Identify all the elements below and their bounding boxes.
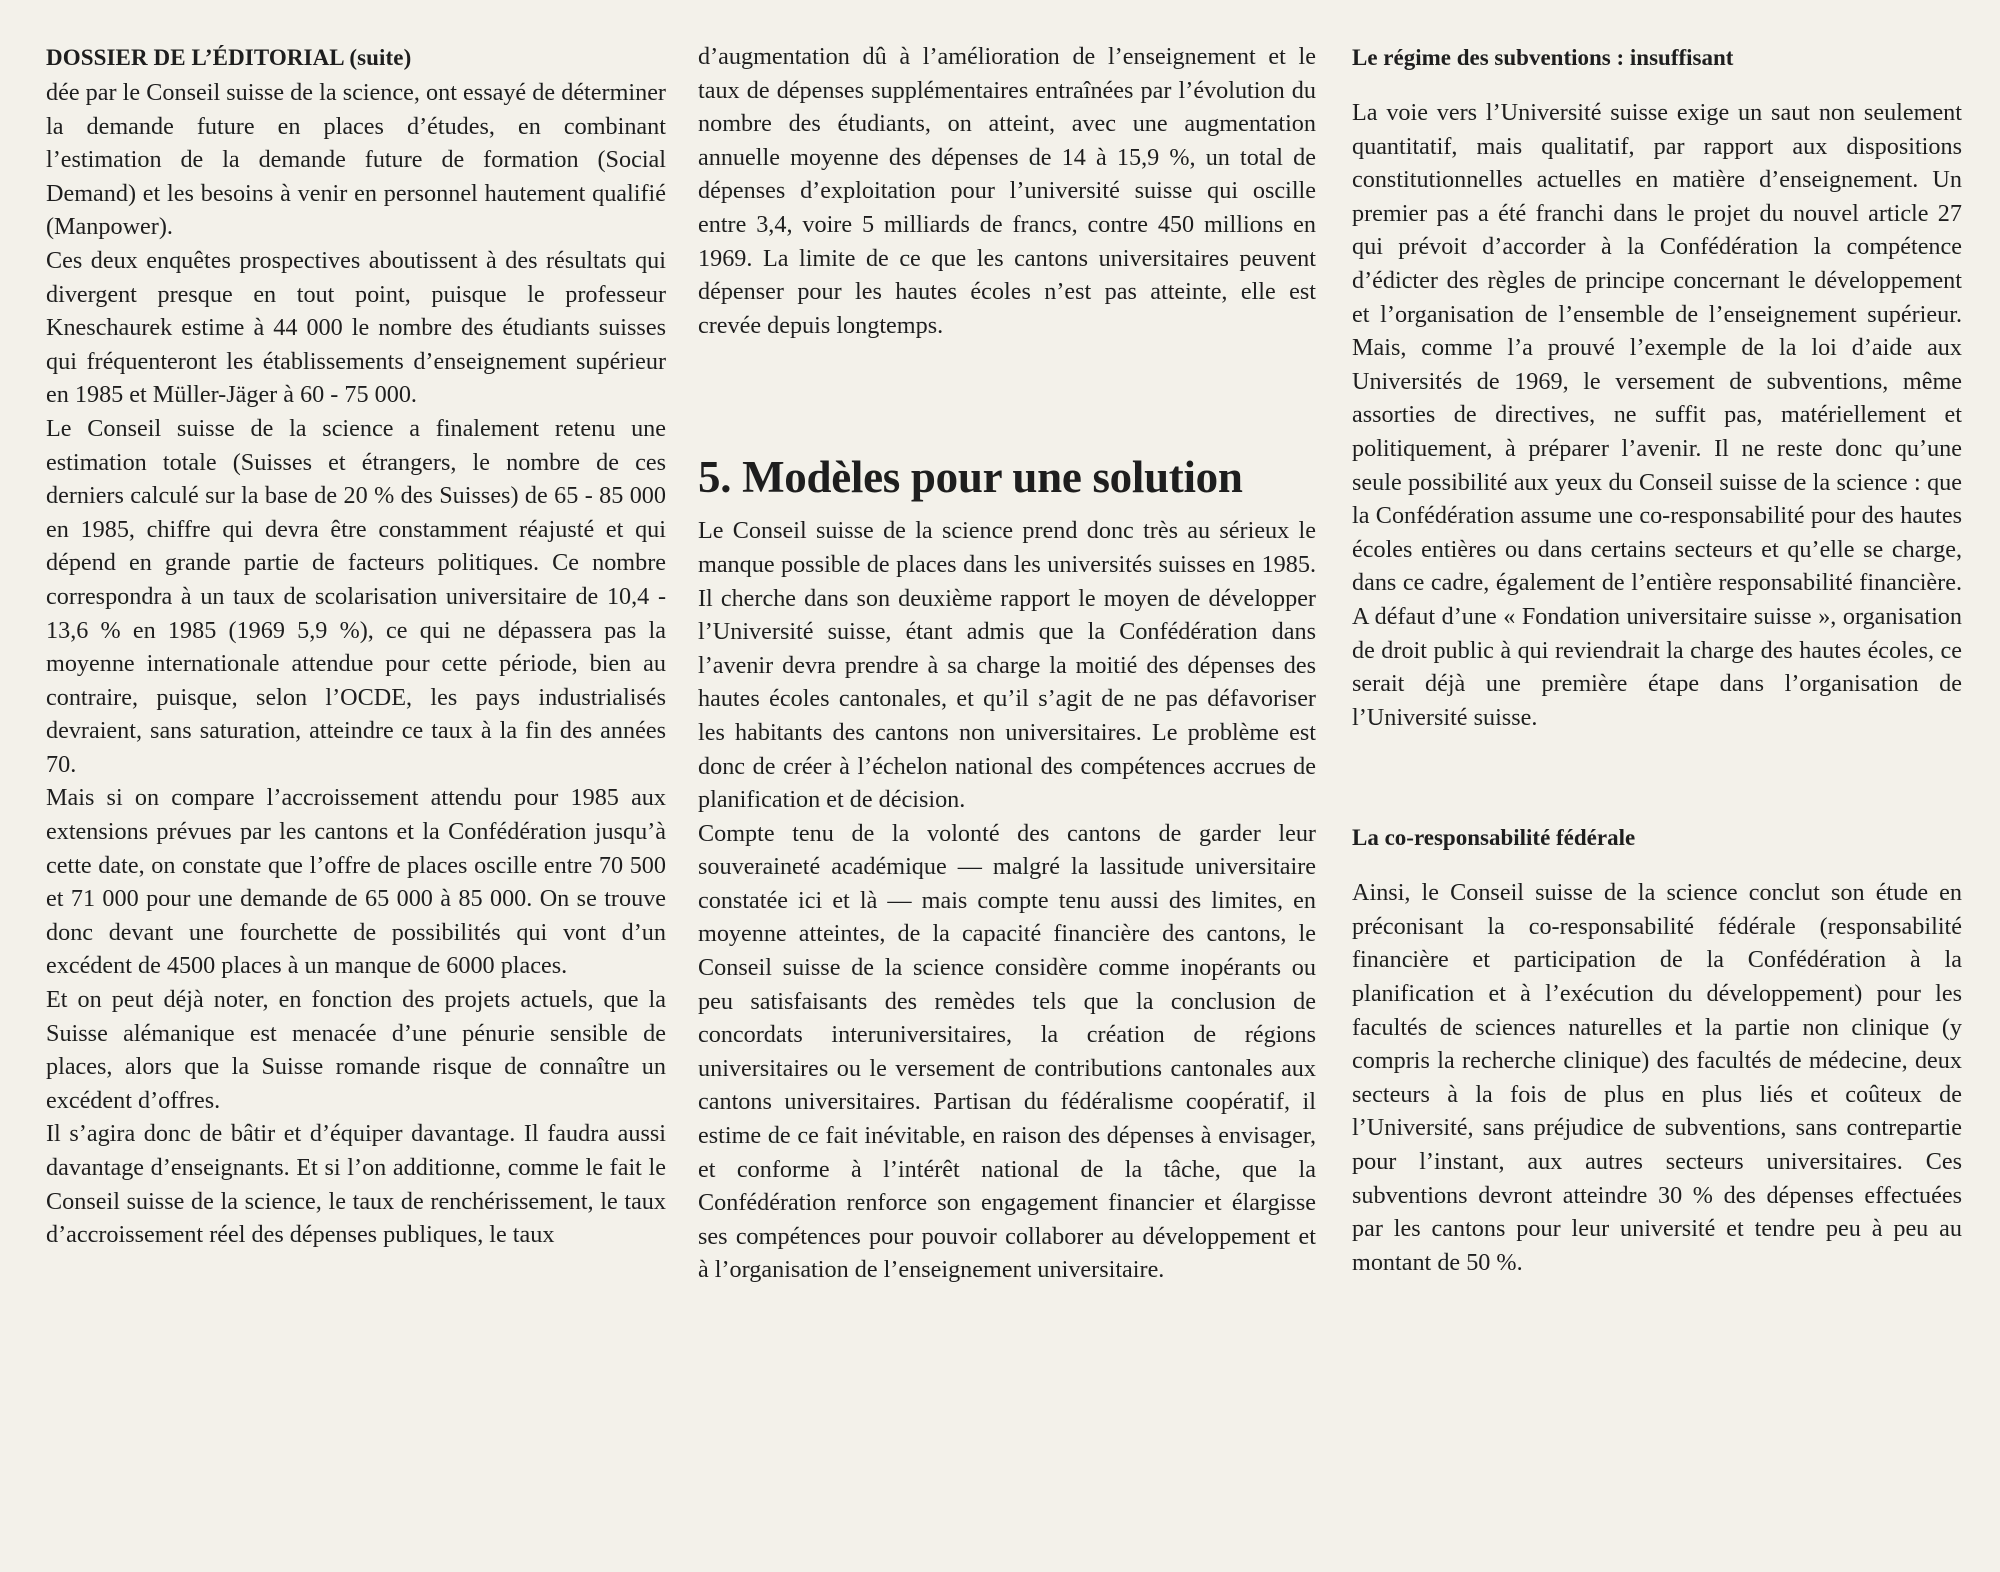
paragraph-places-offer: Mais si on compare l’accroissement attendu pour 1985 aux extensions prévues par les cantons et la Confédération jusqu’à cette date, on constate que l’offre de places oscille entre 70 500 et 71 000 pour une demande de 65 000 à 85 000. On se trouve donc devant une fourchette de possibilités qui vont d’un excédent de 4500 places à un manque de 6000 places.	[46, 784, 666, 980]
paragraph-build-and-equip: Il s’agira donc de bâtir et d’équiper davantage. Il faudra aussi davantage d’enseignants. Et si l’on additionne, comme le fait le Conseil suisse de la science, le taux de renchérissement, le taux d’accroissement réel des dépenses publiques, le taux	[46, 1120, 666, 1249]
column-left	[46, 40, 666, 1252]
paragraph-cantonal-sovereignty: Compte tenu de la volonté des cantons de garder leur souveraineté académique — malgré la lassitude universitaire constatée ici et là — mais compte tenu aussi des limites, en moyenne atteintes, de la capacité financière des cantons, le Conseil suisse de la science considère comme inopérants ou peu satisfaisants des remèdes tels que la conclusion de concordats interuniversitaires, la création de régions universitaires ou le versement de contributions cantonales aux cantons universitaires. Partisan du fédéralisme coopératif, il estime de ce fait inévitable, en raison des dépenses à envisager, et conforme à l’intérêt national de la tâche, que la Confédération renforce son engagement financier et élargisse ses compétences pour pouvoir collaborer au développement et à l’organisation de l’enseignement universitaire.	[698, 819, 1316, 1284]
subhead-federal-coresponsibility: La co-responsabilité fédérale	[1352, 825, 1636, 851]
section-title: 5. Modèles pour une solution	[698, 452, 1243, 503]
column-middle	[698, 40, 1316, 1287]
paragraph-conclusion: Ainsi, le Conseil suisse de la science conclut son étude en préconisant la co-responsabilité fédérale (responsabilité financière et participation de la Confédération à la planification et à l’exécution du développement) pour les facultés de sciences naturelles et la partie non clinique (y compris la recherche clinique) des facultés de médecine, deux secteurs à la fois de plus en plus liés et coûteux de l’Université, sans préjudice de subventions, sans contrepartie pour l’instant, aux autres secteurs universitaires. Ces subventions devront atteindre 30 % des dépenses effectuées par les cantons pour leur université et tendre peu à peu au montant de 50 %.	[1352, 879, 1962, 1276]
paragraph-prospective-surveys: Ces deux enquêtes prospectives aboutissent à des résultats qui divergent presque en tout point, puisque le professeur Kneschaurek estime à 44 000 le nombre des étudiants suisses qui fréquenteront les établissements d’enseignement supérieur en 1985 et Müller-Jäger à 60 - 75 000.	[46, 246, 666, 409]
paragraph-shortage-of-places: Le Conseil suisse de la science prend donc très au sérieux le manque possible de places dans les universités suisses en 1985. Il cherche dans son deuxième rapport le moyen de développer l’Université suisse, étant admis que la Confédération dans l’avenir devra prendre à sa charge la moitié des dépenses des hautes écoles cantonales, et qu’il s’agit de ne pas défavoriser les habitants des cantons non universitaires. Le problème est donc de créer à l’échelon national des compétences accrues de planification et de décision.	[698, 517, 1316, 814]
paragraph-demand-estimation: dée par le Conseil suisse de la science, ont essayé de déterminer la demande future en places d’études, en combinant l’estimation de la demande future de formation (Social Demand) et les besoins à venir en personnel hautement qualifié (Manpower).	[46, 79, 666, 241]
paragraph-expenditure-rates: d’augmentation dû à l’amélioration de l’enseignement et le taux de dépenses supplémentaires entraînées par l’évolution du nombre des étudiants, on atteint, avec une augmentation annuelle moyenne des dépenses de 14 à 15,9 %, un total de dépenses d’exploitation pour l’université suisse qui oscille entre 3,4, voire 5 milliards de francs, contre 450 millions en 1969. La limite de ce que les cantons universitaires peuvent dépenser pour les hautes écoles n’est pas atteinte, elle est crevée depuis longtemps.	[698, 43, 1316, 339]
paragraph-regional-shortage: Et on peut déjà noter, en fonction des projets actuels, que la Suisse alémanique est menacée d’une pénurie sensible de places, alors que la Suisse romande risque de connaître un excédent d’offres.	[46, 986, 666, 1114]
paragraph-total-estimate: Le Conseil suisse de la science a finalement retenu une estimation totale (Suisses et étrangers, le nombre de ces derniers calculé sur la base de 20 % des Suisses) de 65 - 85 000 en 1985, chiffre qui devra être constamment réajusté et qui dépend en grande partie de facteurs politiques. Ce nombre correspondra à un taux de scolarisation universitaire de 10,4 - 13,6 % en 1985 (1969 5,9 %), ce qui ne dépassera pas la moyenne internationale attendue pour cette période, bien au contraire, puisque, selon l’OCDE, les pays industrialisés devraient, sans saturation, atteindre ce taux à la fin des années 70.	[46, 414, 666, 778]
subhead-subsidy-regime: Le régime des subventions : insuffisant	[1352, 45, 1734, 70]
paragraph-qualitative-leap: La voie vers l’Université suisse exige un saut non seulement quantitatif, mais qualitatif, par rapport aux dispositions constitutionnelles actuelles en matière d’enseignement. Un premier pas a été franchi dans le projet du nouvel article 27 qui prévoit d’accorder à la Confédération la compétence d’édicter des règles de principe concernant le développement et l’organisation de l’ensemble de l’enseignement supérieur. Mais, comme l’a prouvé l’exemple de la loi d’aide aux Universités de 1969, le versement de subventions, même assorties de directives, ne suffit pas, matériellement et politiquement, à préparer l’avenir. Il ne reste donc qu’une seule possibilité aux yeux du Conseil suisse de la science : que la Confédération assume une co-responsabilité pour des hautes écoles entières ou dans certains secteurs et qu’elle se charge, dans ce cadre, également de l’entière responsabilité financière. A défaut d’une « Fondation universitaire suisse », organisation de droit public à qui reviendrait la charge des hautes écoles, ce serait déjà une première étape dans l’organisation de l’Université suisse.	[1352, 99, 1962, 731]
column-right	[1352, 40, 1962, 1279]
running-head: DOSSIER DE L’ÉDITORIAL (suite)	[46, 45, 412, 70]
